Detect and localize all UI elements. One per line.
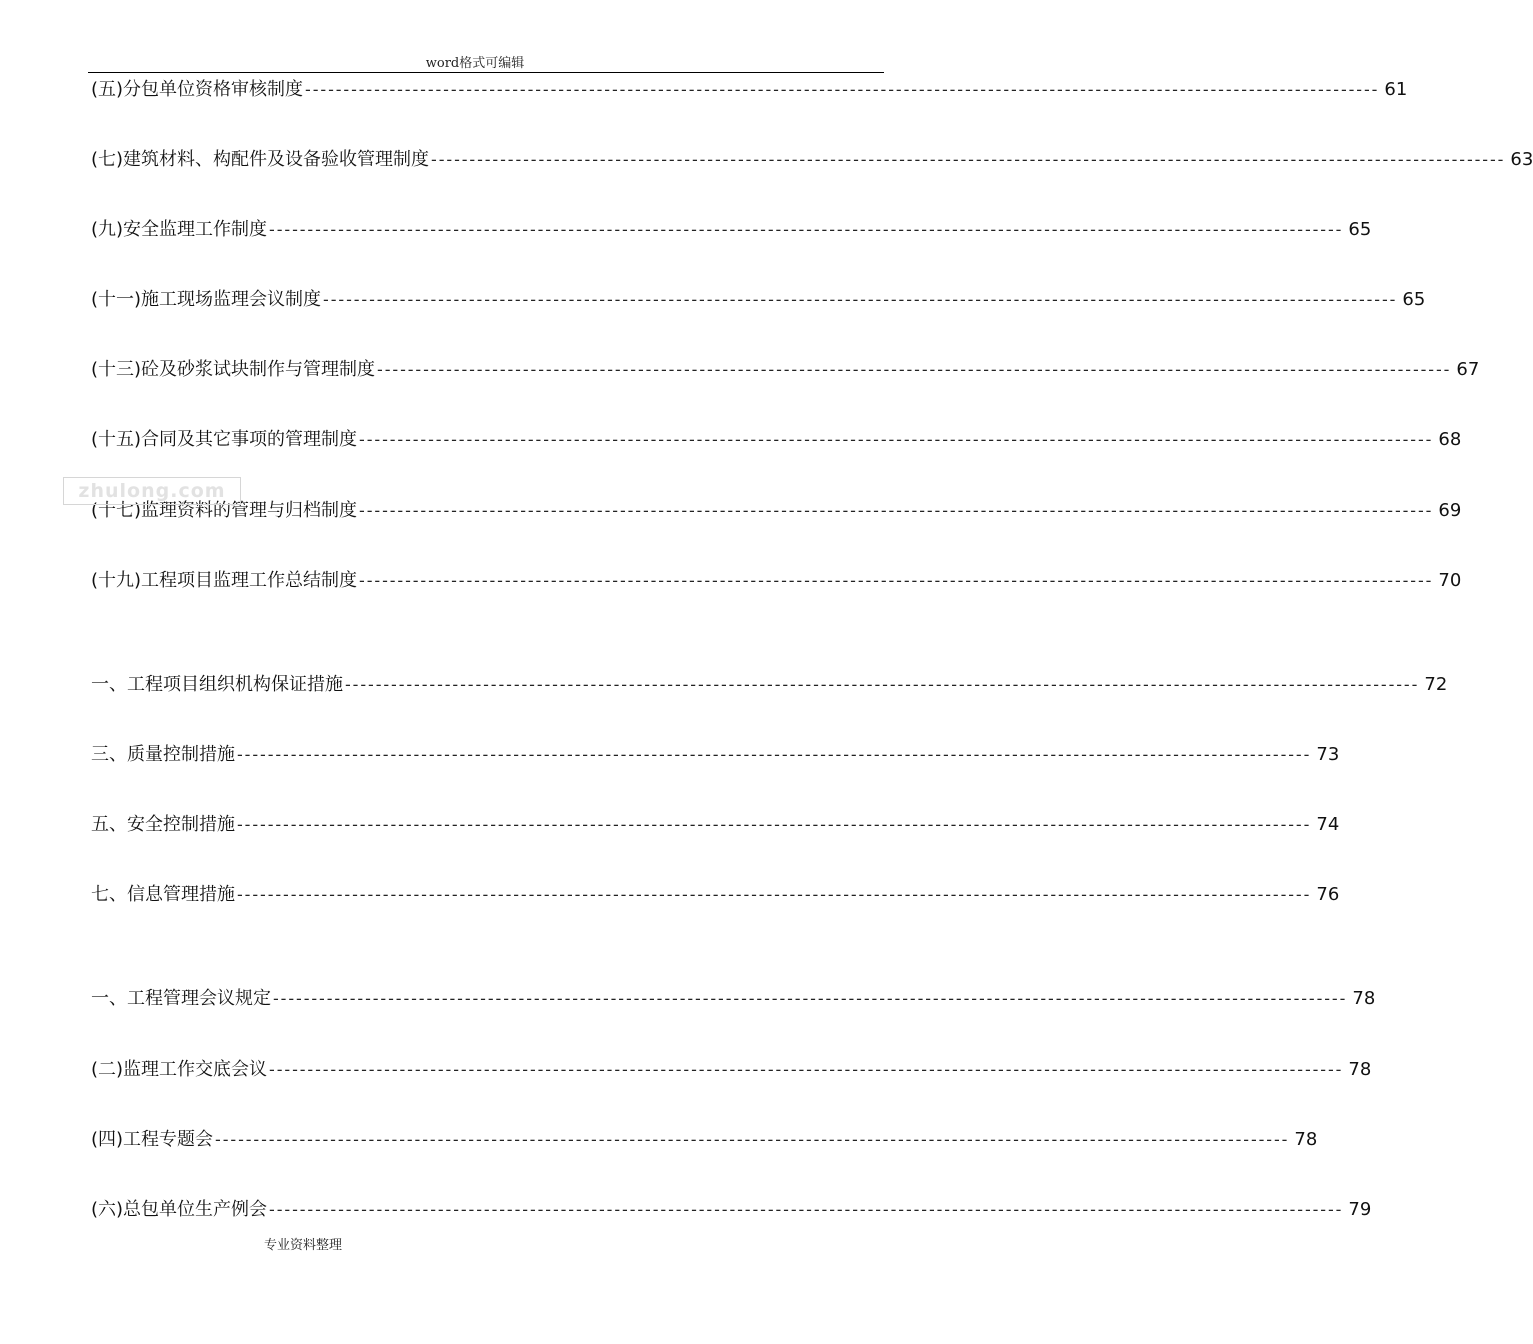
toc-dot-leader: -------------------------------------------------------------------------------------------------------------------------------------------- [273, 989, 1348, 1008]
toc-dot-leader: -------------------------------------------------------------------------------------------------------------------------------------------- [359, 430, 1434, 449]
toc-entry-title: 五、安全控制措施 [91, 814, 235, 835]
toc-entry[interactable] [91, 882, 1340, 908]
toc-entry-page: 63 [1510, 149, 1533, 170]
toc-entry-title: (九)安全监理工作制度 [91, 219, 268, 240]
toc-entry[interactable] [91, 427, 1462, 453]
toc-entry[interactable] [91, 1197, 1372, 1223]
toc-entry-title: (五)分包单位资格审核制度 [91, 79, 304, 100]
toc-entry-title: (十三)砼及砂浆试块制作与管理制度 [91, 359, 376, 380]
toc-dot-leader: -------------------------------------------------------------------------------------------------------------------------------------------- [359, 501, 1434, 520]
toc-entry-title: (六)总包单位生产例会 [91, 1199, 268, 1220]
toc-entry[interactable] [91, 568, 1462, 594]
toc-entry-page: 70 [1438, 570, 1462, 591]
toc-entry-title: 一、工程项目组织机构保证措施 [91, 674, 343, 695]
toc-entry-page: 79 [1348, 1199, 1372, 1220]
toc-dot-leader: -------------------------------------------------------------------------------------------------------------------------------------------- [377, 360, 1452, 379]
toc-entry-title: (十九)工程项目监理工作总结制度 [91, 570, 358, 591]
page-header: word格式可编辑 [425, 56, 525, 71]
toc-dot-leader: -------------------------------------------------------------------------------------------------------------------------------------------- [431, 150, 1506, 169]
toc-entry-page: 78 [1294, 1129, 1318, 1150]
toc-dot-leader: -------------------------------------------------------------------------------------------------------------------------------------------- [269, 1060, 1344, 1079]
header-rule [88, 72, 884, 73]
toc-entry-page: 72 [1424, 674, 1448, 695]
toc-entry[interactable] [91, 812, 1340, 838]
toc-entry[interactable] [91, 986, 1376, 1012]
toc-dot-leader: -------------------------------------------------------------------------------------------------------------------------------------------- [269, 220, 1344, 239]
toc-entry[interactable] [91, 77, 1408, 103]
toc-entry-page: 69 [1438, 500, 1462, 521]
toc-entry-title: (四)工程专题会 [91, 1129, 214, 1150]
toc-entry-title: 七、信息管理措施 [91, 884, 235, 905]
toc-entry-page: 78 [1348, 1059, 1372, 1080]
toc-entry[interactable] [91, 672, 1448, 698]
toc-dot-leader: -------------------------------------------------------------------------------------------------------------------------------------------- [305, 80, 1380, 99]
toc-entry[interactable] [91, 1057, 1372, 1083]
toc-entry-title: (二)监理工作交底会议 [91, 1059, 268, 1080]
toc-entry-title: 三、质量控制措施 [91, 744, 235, 765]
toc-entry[interactable] [91, 287, 1426, 313]
toc-entry-title: (十五)合同及其它事项的管理制度 [91, 429, 358, 450]
toc-dot-leader: -------------------------------------------------------------------------------------------------------------------------------------------- [215, 1130, 1290, 1149]
toc-dot-leader: -------------------------------------------------------------------------------------------------------------------------------------------- [359, 571, 1434, 590]
toc-entry-page: 78 [1352, 988, 1376, 1009]
toc-dot-leader: -------------------------------------------------------------------------------------------------------------------------------------------- [345, 675, 1420, 694]
toc-entry-page: 76 [1316, 884, 1340, 905]
toc-entry[interactable] [91, 147, 1533, 173]
toc-dot-leader: -------------------------------------------------------------------------------------------------------------------------------------------- [237, 885, 1312, 904]
toc-dot-leader: -------------------------------------------------------------------------------------------------------------------------------------------- [323, 290, 1398, 309]
toc-entry-page: 65 [1402, 289, 1426, 310]
toc-dot-leader: -------------------------------------------------------------------------------------------------------------------------------------------- [237, 815, 1312, 834]
toc-entry-page: 67 [1456, 359, 1480, 380]
toc-entry[interactable] [91, 742, 1340, 768]
toc-entry-title: (七)建筑材料、构配件及设备验收管理制度 [91, 149, 430, 170]
toc-dot-leader: -------------------------------------------------------------------------------------------------------------------------------------------- [269, 1200, 1344, 1219]
toc-entry-page: 73 [1316, 744, 1340, 765]
toc-entry[interactable] [91, 217, 1372, 243]
watermark: zhulong.com [63, 477, 241, 505]
toc-entry[interactable] [91, 1127, 1318, 1153]
toc-dot-leader: -------------------------------------------------------------------------------------------------------------------------------------------- [237, 745, 1312, 764]
page-footer: 专业资料整理 [264, 1238, 343, 1253]
toc-entry-title: (十一)施工现场监理会议制度 [91, 289, 322, 310]
toc-entry-title: 一、工程管理会议规定 [91, 988, 271, 1009]
toc-entry[interactable] [91, 357, 1480, 383]
toc-entry-page: 68 [1438, 429, 1462, 450]
toc-entry-title: (十七)监理资料的管理与归档制度 [91, 500, 358, 521]
toc-entry-page: 65 [1348, 219, 1372, 240]
toc-entry-page: 61 [1384, 79, 1408, 100]
toc-entry-page: 74 [1316, 814, 1340, 835]
